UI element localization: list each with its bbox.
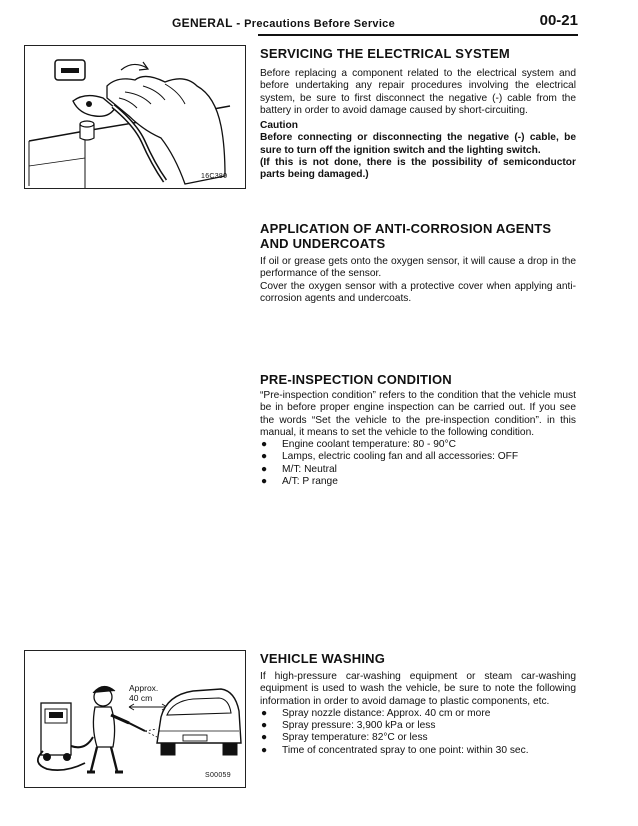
list-item bbox=[260, 732, 576, 744]
section-heading: SERVICING THE ELECTRICAL SYSTEM bbox=[260, 46, 510, 61]
list-item-text: M/T: Neutral bbox=[282, 463, 337, 475]
list-item-text: Spray nozzle distance: Approx. 40 cm or more bbox=[282, 707, 491, 719]
section-body-1: If oil or grease gets onto the oxygen sensor, it will cause a drop in the performance of the sensor. bbox=[260, 256, 576, 280]
header-title bbox=[172, 16, 395, 30]
washing-list bbox=[260, 708, 576, 757]
header-title-separator: - bbox=[232, 16, 245, 30]
header-title-sub: Precautions Before Service bbox=[244, 18, 396, 30]
section-body-2: Cover the oxygen sensor with a protective cover when applying anti-corrosion agents and undercoats. bbox=[260, 280, 576, 304]
section-body: “Pre-inspection condition” refers to the condition that the vehicle must be in before proper engine inspection can be carried out. If you see the words “Set the vehicle to the pre-inspection condition”. in this manual, it means to set the vehicle to the following condition. bbox=[260, 390, 576, 438]
page-number: 00-21 bbox=[539, 12, 578, 29]
list-item-text: Spray pressure: 3,900 kPa or less bbox=[282, 720, 436, 732]
bullet-icon: ● bbox=[261, 451, 268, 463]
bullet-icon: ● bbox=[261, 476, 268, 488]
list-item bbox=[260, 439, 576, 451]
list-item-text: A/T: P range bbox=[282, 476, 338, 488]
header-title-main: GENERAL bbox=[172, 16, 233, 30]
vehicle-washing-figure bbox=[24, 650, 246, 788]
list-item bbox=[260, 476, 576, 488]
list-item-text: Time of concentrated spray to one point: within 30 sec. bbox=[282, 744, 529, 756]
section-heading-line1: APPLICATION OF ANTI-CORROSION AGENTS bbox=[260, 221, 552, 236]
section-heading: VEHICLE WASHING bbox=[260, 651, 386, 666]
distance-note bbox=[129, 683, 158, 703]
caution-body: Before connecting or disconnecting the negative (-) cable, be sure to turn off the ignition switch and the lighting switch. bbox=[260, 132, 576, 156]
figure-code: 16C380 bbox=[201, 173, 228, 180]
list-item-text: Lamps, electric cooling fan and all accessories: OFF bbox=[282, 451, 519, 463]
distance-note-line1: Approx. bbox=[129, 683, 159, 693]
section-heading: PRE-INSPECTION CONDITION bbox=[260, 372, 452, 387]
caution-note: (If this is not done, there is the possibility of semiconductor parts being damaged.) bbox=[260, 157, 576, 181]
vehicle-washing-illustration bbox=[25, 651, 245, 787]
list-item-text: Spray temperature: 82°C or less bbox=[282, 732, 428, 744]
section-heading-line2: AND UNDERCOATS bbox=[260, 236, 386, 251]
section-preinspection bbox=[260, 372, 576, 488]
list-item bbox=[260, 464, 576, 476]
battery-terminal-figure bbox=[24, 45, 246, 189]
list-item bbox=[260, 708, 576, 720]
list-item bbox=[260, 451, 576, 463]
distance-note-line2: 40 cm bbox=[129, 693, 153, 703]
condition-list bbox=[260, 439, 576, 488]
bullet-icon: ● bbox=[261, 732, 268, 744]
bullet-icon: ● bbox=[261, 463, 268, 475]
bullet-icon: ● bbox=[261, 707, 268, 719]
bullet-icon: ● bbox=[261, 720, 268, 732]
section-electrical bbox=[260, 46, 576, 182]
header-rule bbox=[258, 34, 578, 36]
caution-title: Caution bbox=[260, 120, 298, 132]
list-item bbox=[260, 720, 576, 732]
section-body: Before replacing a component related to the electrical system and before undertaking any repair procedures involving the electrical system, be sure to first disconnect the negative (-) cable from the battery in order to avoid damage caused by short-circuiting. bbox=[260, 68, 576, 116]
section-body: If high-pressure car-washing equipment or steam car-washing equipment is used to wash the vehicle, be sure to note the following information in order to avoid damage to plastic components, etc. bbox=[260, 671, 576, 707]
page-header bbox=[100, 12, 578, 34]
bullet-icon: ● bbox=[261, 744, 268, 756]
list-item bbox=[260, 745, 576, 757]
battery-terminal-illustration bbox=[25, 46, 245, 188]
figure-code: S00059 bbox=[205, 772, 231, 779]
section-anticorrosion bbox=[260, 221, 576, 305]
section-washing bbox=[260, 651, 576, 757]
bullet-icon: ● bbox=[261, 439, 268, 451]
list-item-text: Engine coolant temperature: 80 - 90°C bbox=[282, 439, 456, 451]
